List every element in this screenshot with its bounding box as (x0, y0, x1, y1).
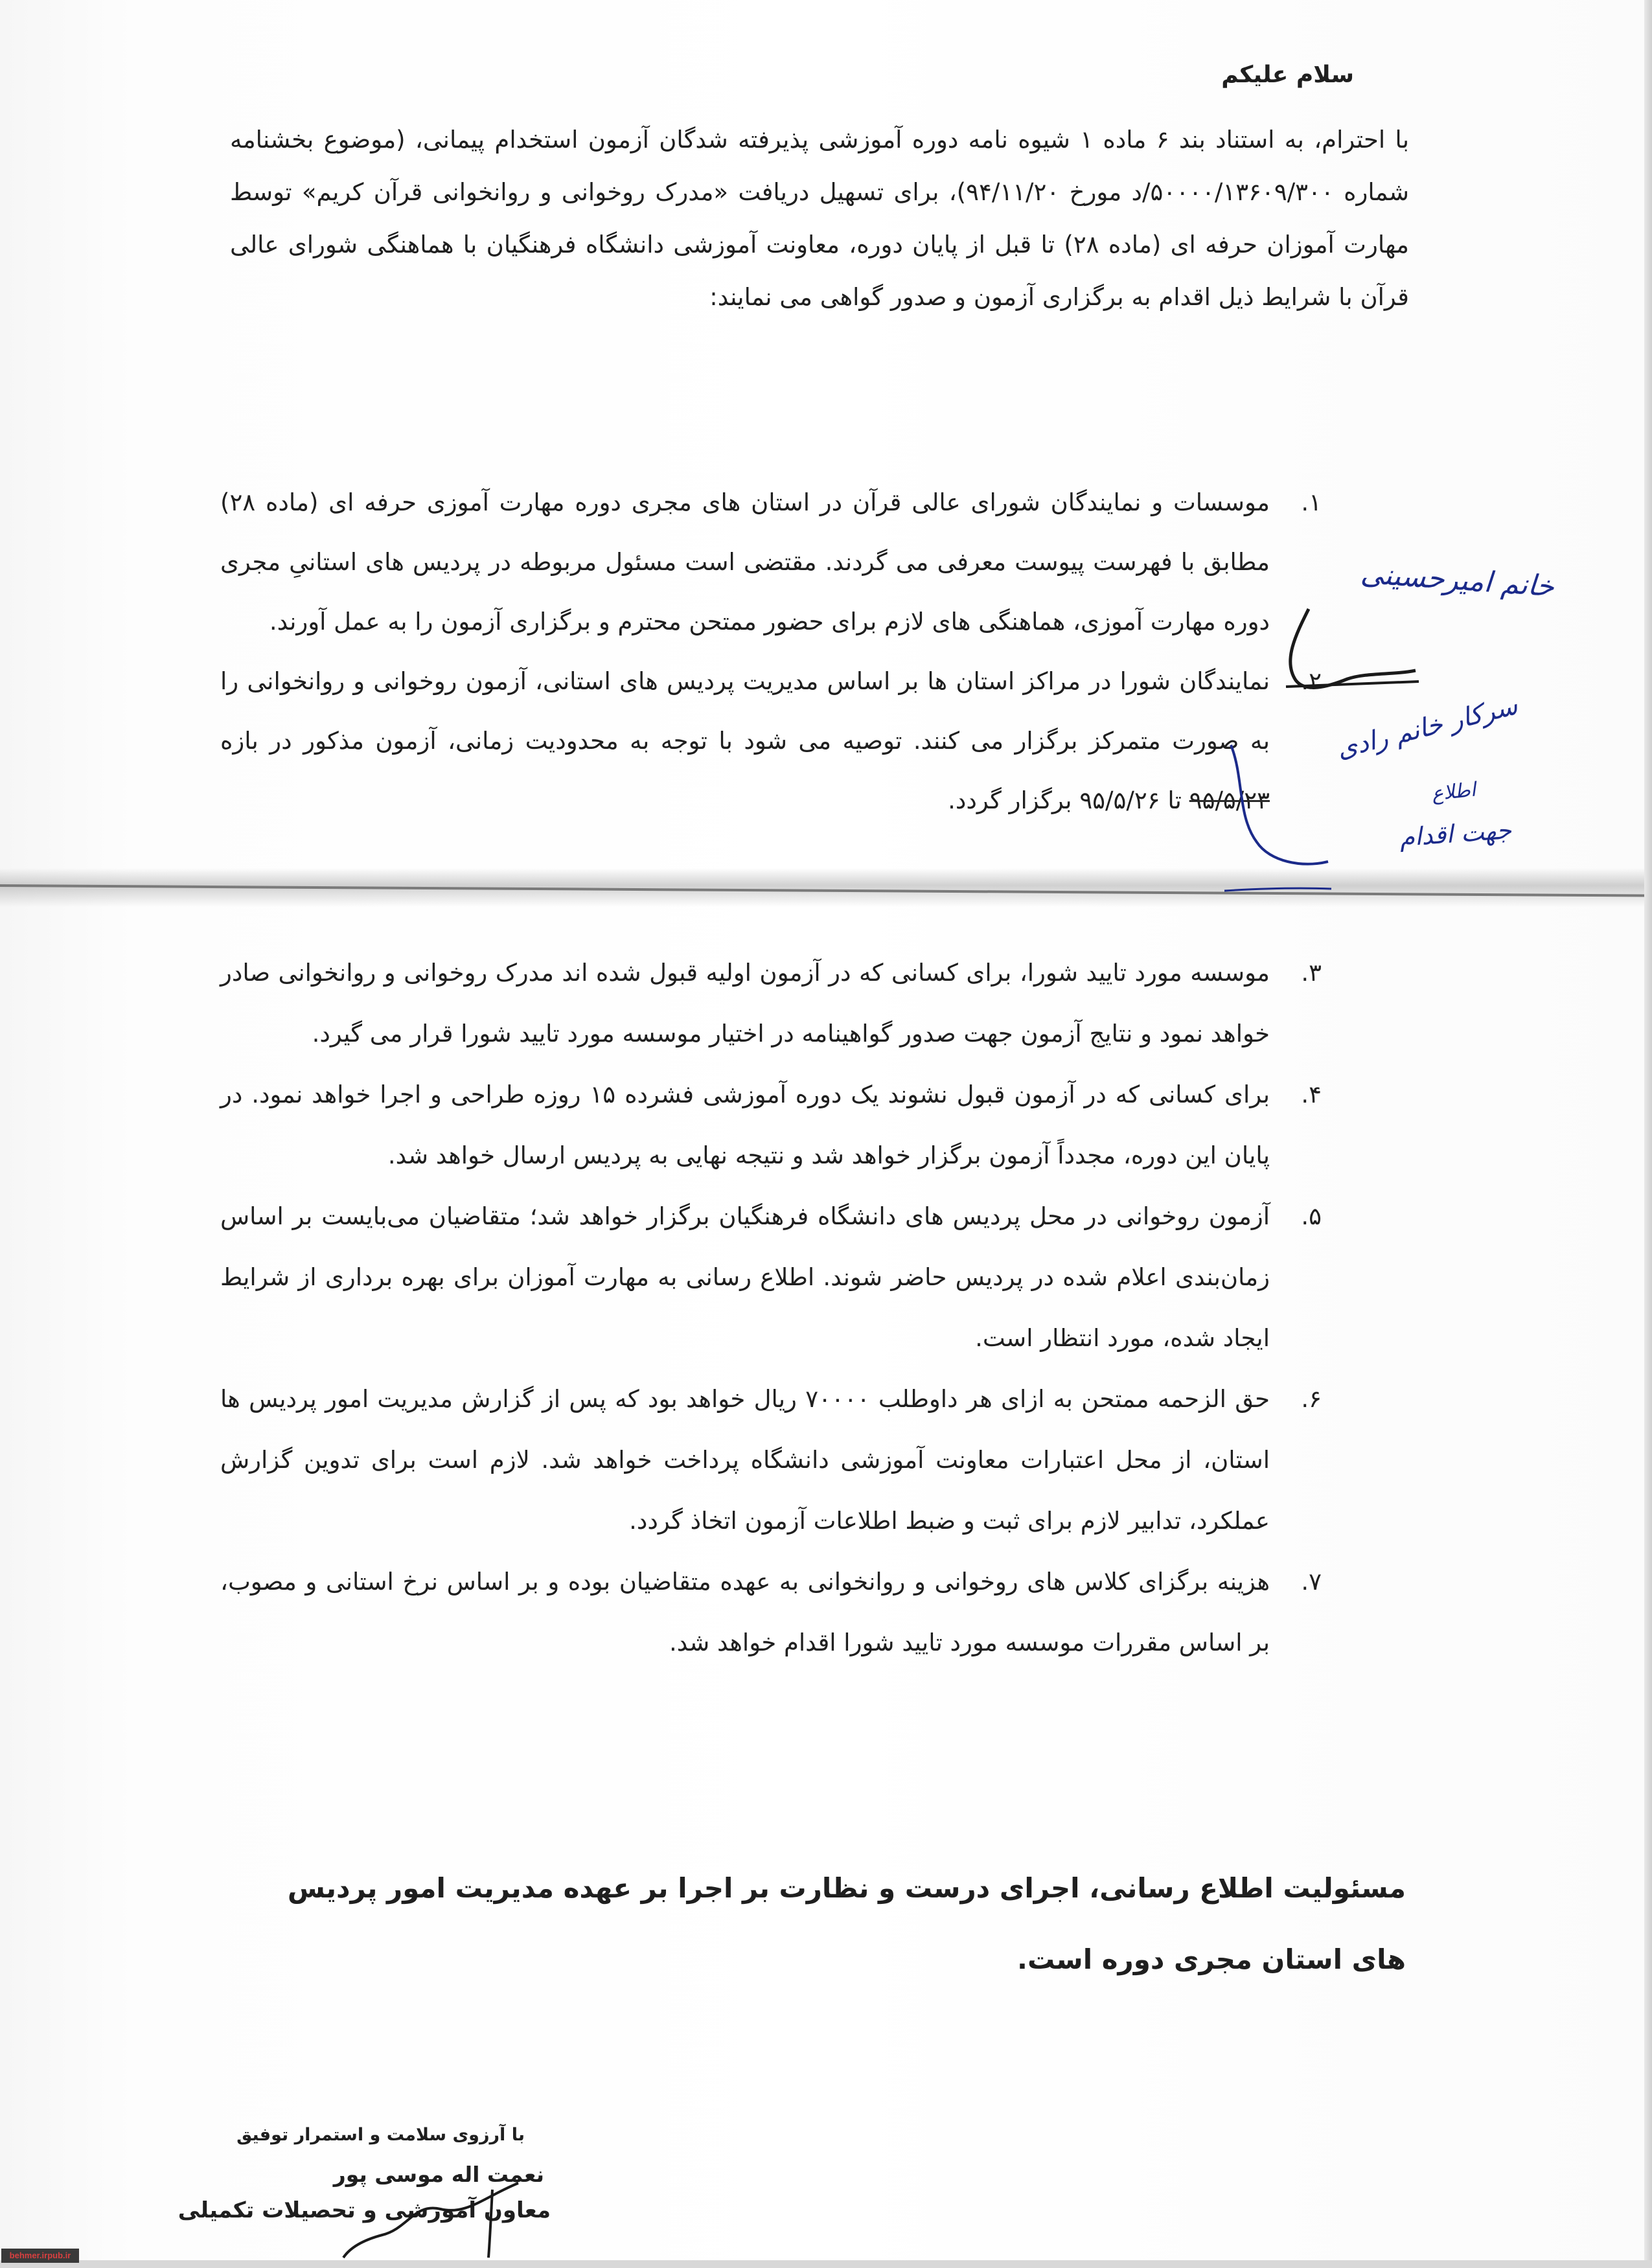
numbered-list-part-1 (220, 473, 1322, 830)
list-item (220, 1064, 1322, 1186)
site-watermark: behmer.irpub.ir (1, 2249, 79, 2263)
list-item-number: ۳. (1301, 959, 1322, 987)
list-item-number: ۲. (1301, 667, 1322, 695)
list-item (220, 652, 1322, 830)
struck-date: ۹۵/۵/۲۳ (1189, 786, 1270, 814)
list-item-text-part: نمایندگان شورا در مراکز استان ها بر اساس مدیریت پردیس های استانی، آزمون روخوانی و روانخوانی را به صورت متمرکز برگزار می کنند. توصیه می شود با توجه به محدودیت زمانی، آزمون مذکور در بازه (220, 667, 1270, 755)
list-item-number: ۴. (1301, 1081, 1322, 1108)
list-item (220, 943, 1322, 1064)
handwritten-signature-mark (1270, 602, 1425, 700)
list-item-number: ۵. (1301, 1202, 1322, 1230)
list-item-number: ۷. (1301, 1568, 1322, 1596)
list-item-text: برای کسانی که در آزمون قبول نشوند یک دوره آموزشی فشرده ۱۵ روزه طراحی و اجرا خواهد نمود. در پایان این دوره، مجدداً آزمون برگزار خواهد شد و نتیجه نهایی به پردیس ارسال خواهد شد. (220, 1081, 1270, 1169)
handwritten-note-low1: اطلاع (1430, 778, 1477, 806)
handwritten-note-low2: جهت اقدام (1398, 816, 1513, 852)
list-item-text: موسسات و نمایندگان شورای عالی قرآن در استان های مجری دوره مهارت آموزی حرفه ای (ماده ۲۸) مطابق با فهرست پیوست معرفی می گردند. مقتضی است مسئول مربوطه در پردیس های استانیِ مجری دوره مهارت آموزی، هماهنگی های لازم برای حضور ممتحن محترم و برگزاری آزمون را به عمل آورند. (220, 488, 1270, 636)
list-item (220, 1552, 1322, 1673)
signatory-title: معاون آموزشی و تحصیلات تکمیلی (178, 2197, 551, 2223)
list-item-text (220, 667, 1270, 814)
page-edge-right (1644, 0, 1652, 2268)
list-item (220, 1186, 1322, 1369)
signature-scribble (337, 2170, 531, 2261)
list-item (220, 473, 1322, 652)
handwritten-strike-stroke (1218, 739, 1335, 894)
list-item (220, 1369, 1322, 1552)
list-item-number: ۱. (1301, 488, 1322, 516)
numbered-list-part-2 (220, 943, 1322, 1673)
list-item-text: هزینه برگزای کلاس های روخوانی و روانخوانی به عهده متقاضیان بوده و بر اساس نرخ استانی و مصوب، بر اساس مقررات موسسه مورد تایید شورا اقدام خواهد شد. (220, 1568, 1270, 1656)
handwritten-note-mid: سرکار خانم رادی (1333, 691, 1521, 764)
letter-greeting: سلام علیکم (1221, 62, 1354, 88)
page-edge-bottom (0, 2260, 1652, 2268)
closing-responsibility-note: مسئولیت اطلاع رسانی، اجرای درست و نظارت بر اجرا بر عهده مدیریت امور پردیس های استان مجری دوره است. (287, 1872, 1406, 1975)
letter-intro-paragraph: با احترام، به استناد بند ۶ ماده ۱ شیوه نامه دوره آموزشی پذیرفته شدگان آزمون استخدام پیمانی، (موضوع بخشنامه شماره ۵۰۰۰۰/۱۳۶۰۹/۳۰۰/د مورخ ۹۴/۱۱/۲۰)، برای تسهیل دریافت «مدرک روخوانی و روانخوانی قرآن کریم» توسط مهارت آموزان حرفه ای (ماده ۲۸) تا قبل از پایان دوره، معاونت آموزشی دانشگاه فرهنگیان با هماهنگی شورای عالی قرآن با شرایط ذیل اقدام به برگزاری آزمون و صدور گواهی می نمایند: (230, 126, 1409, 311)
signature-wish: با آرزوی سلامت و استمرار توفیق (236, 2125, 525, 2145)
list-item-text: آزمون روخوانی در محل پردیس های دانشگاه فرهنگیان برگزار خواهد شد؛ متقاضیان می‌بایست بر اساس زمان‌بندی اعلام شده در پردیس حاضر شوند. اطلاع رسانی به مهارت آموزان برای بهره برداری از شرایط ایجاد شده، مورد انتظار است. (220, 1202, 1270, 1352)
list-item-text: موسسه مورد تایید شورا، برای کسانی که در آزمون اولیه قبول شده اند مدرک روخوانی و روانخوانی صادر خواهد نمود و نتایج آزمون جهت صدور گواهینامه در اختیار موسسه مورد تایید شورا قرار می گیرد. (220, 959, 1270, 1048)
signatory-name: نعمت اله موسی پور (333, 2162, 544, 2187)
handwritten-note-top: خانم امیرحسینی (1359, 556, 1555, 604)
list-item-text: حق الزحمه ممتحن به ازای هر داوطلب ۷۰۰۰۰ ریال خواهد بود که پس از گزارش مدیریت امور پردیس ها استان، از محل اعتبارات معاونت آموزشی دانشگاه پرداخت خواهد شد. لازم است برای تدوین گزارش عملکرد، تدابیر لازم برای ثبت و ضبط اطلاعات آزمون اتخاذ گردد. (220, 1385, 1270, 1535)
list-item-text-part: تا ۹۵/۵/۲۶ برگزار گردد. (948, 786, 1189, 814)
list-item-number: ۶. (1301, 1385, 1322, 1413)
